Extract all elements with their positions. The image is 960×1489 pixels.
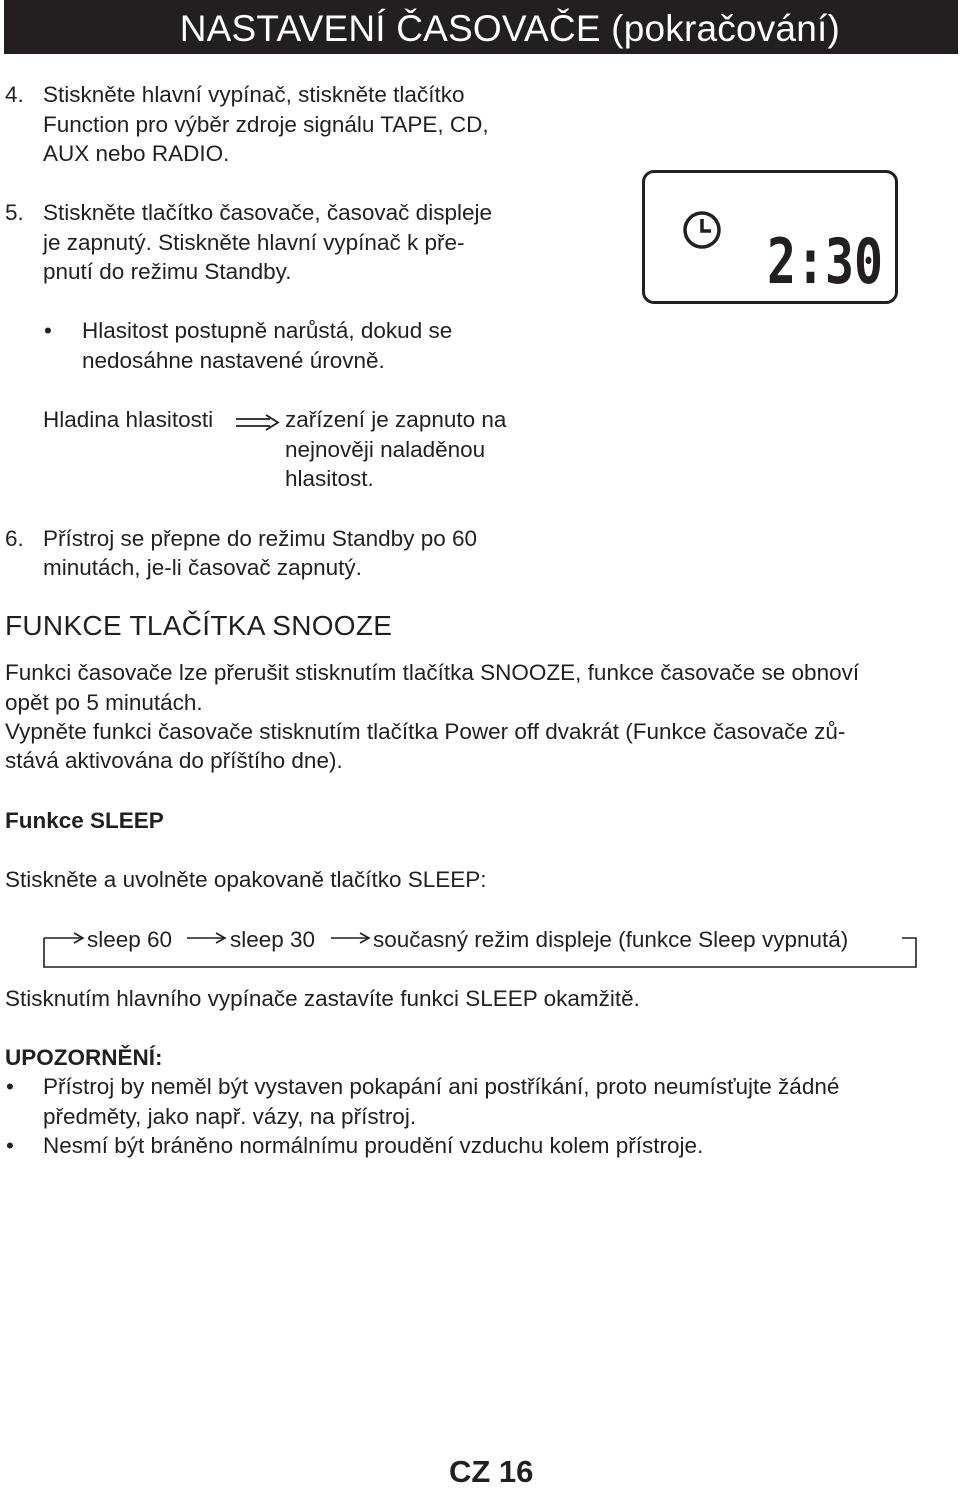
volume-bullet-line-2: nedosáhne nastavené úrovně.: [82, 348, 385, 373]
sleep-stop-text: Stisknutím hlavního vypínače zastavíte funkci SLEEP okamžitě.: [5, 986, 640, 1011]
warning-bullet-2-symbol: •: [6, 1133, 14, 1158]
sleep-step-30: sleep 30: [230, 927, 316, 952]
time-value: 2:30: [767, 225, 883, 298]
step-6-line-1: Přístroj se přepne do režimu Standby po 60: [43, 526, 477, 551]
warning-heading: UPOZORNĚNÍ:: [5, 1045, 163, 1070]
step-4-line-3: AUX nebo RADIO.: [43, 141, 230, 166]
sleep-step-off: současný režim displeje (funkce Sleep vypnutá): [373, 927, 849, 952]
step-4-number: 4.: [5, 82, 24, 107]
header-bar: [4, 0, 958, 54]
page-title: NASTAVENÍ ČASOVAČE (pokračování): [179, 8, 840, 49]
step-5-line-1: Stiskněte tlačítko časovače, časovač displeje: [43, 200, 492, 225]
sleep-step-60: sleep 60: [87, 927, 173, 952]
volume-level-line-2: nejnověji naladěnou: [285, 437, 486, 462]
double-arrow-icon: [236, 415, 280, 431]
snooze-heading: FUNKCE TLAČÍTKA SNOOZE: [5, 610, 393, 641]
sleep-intro: Stiskněte a uvolněte opakovaně tlačítko SLEEP:: [5, 867, 487, 892]
snooze-line-3: Vypněte funkci časovače stisknutím tlačítka Power off dvakrát (Funkce časovače zů-: [5, 719, 846, 744]
step-6-number: 6.: [5, 526, 24, 551]
step-5-number: 5.: [5, 200, 24, 225]
volume-level-label: Hladina hlasitosti: [43, 407, 214, 432]
bullet-symbol: •: [44, 318, 52, 343]
step-4-line-2: Function pro výběr zdroje signálu TAPE, CD,: [43, 112, 489, 137]
step-5-line-2: je zapnutý. Stiskněte hlavní vypínač k pře-: [43, 230, 465, 255]
step-6-line-2: minutách, je-li časovač zapnutý.: [43, 555, 362, 580]
step-4-line-1: Stiskněte hlavní vypínač, stiskněte tlačítko: [43, 82, 465, 107]
warning-bullet-1-symbol: •: [6, 1074, 14, 1099]
sleep-heading: Funkce SLEEP: [5, 808, 164, 833]
snooze-line-4: stává aktivována do příštího dne).: [5, 748, 343, 773]
clock-icon: [681, 209, 723, 251]
volume-bullet-line-1: Hlasitost postupně narůstá, dokud se: [82, 318, 453, 343]
lcd-display: [642, 170, 898, 304]
snooze-line-2: opět po 5 minutách.: [5, 690, 203, 715]
page-number: CZ 16: [449, 1454, 534, 1489]
volume-level-line-1: zařízení je zapnuto na: [285, 407, 507, 432]
warning-2-line-1: Nesmí být bráněno normálnímu proudění vzduchu kolem přístroje.: [43, 1133, 704, 1158]
step-5-line-3: pnutí do režimu Standby.: [43, 259, 292, 284]
snooze-line-1: Funkci časovače lze přerušit stisknutím tlačítka SNOOZE, funkce časovače se obnoví: [5, 660, 860, 685]
warning-1-line-2: předměty, jako např. vázy, na přístroj.: [43, 1104, 417, 1129]
warning-1-line-1: Přístroj by neměl být vystaven pokapání ani postříkání, proto neumísťujte žádné: [43, 1074, 840, 1099]
volume-level-line-3: hlasitost.: [285, 466, 374, 491]
time-digits: [767, 225, 887, 298]
